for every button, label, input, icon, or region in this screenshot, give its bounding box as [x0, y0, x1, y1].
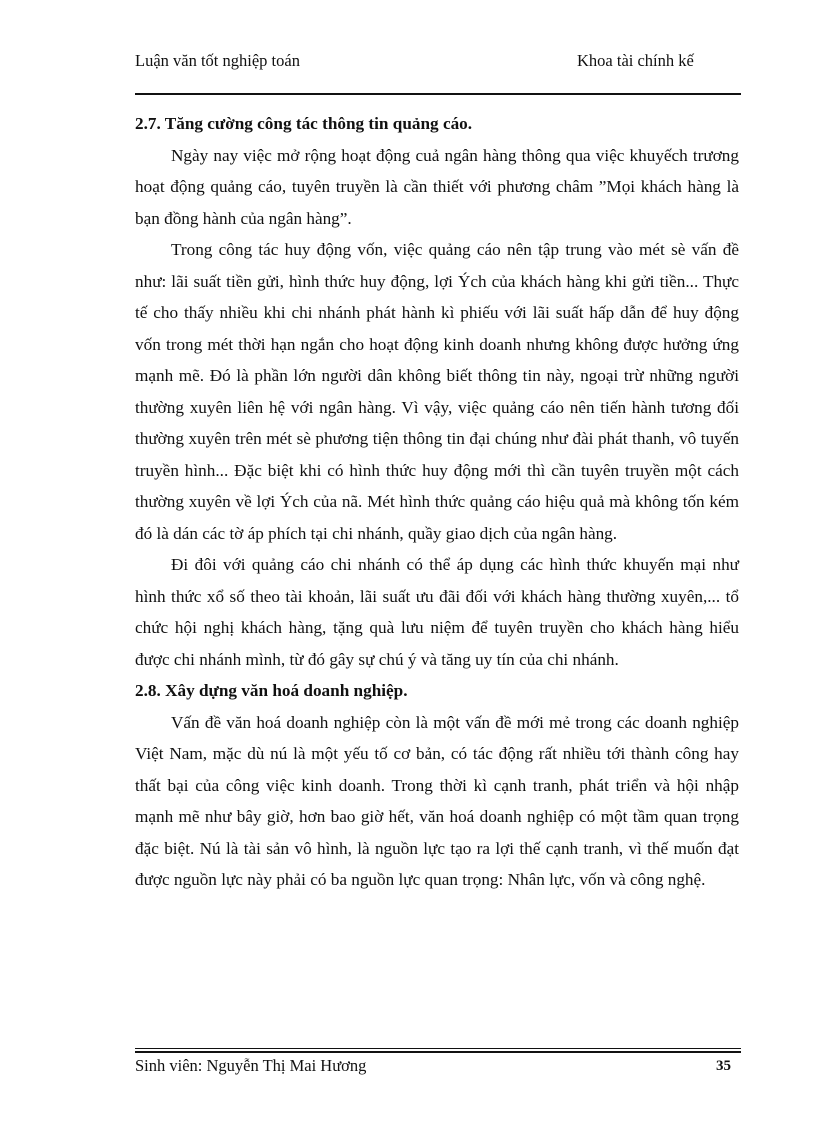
section-heading-2-7: 2.7. Tăng cường công tác thông tin quảng cáo. [135, 114, 473, 133]
paragraph: Đi đôi với quảng cáo chi nhánh có thể áp dụng các hình thức khuyến mại như hình thức xổ số theo tài khoản, lãi suất ưu đãi đối với khách hàng thường xuyên,... tổ chức hội nghị khách hàng, tặng quà lưu niệm để tuyên truyền cho khách hàng hiểu được chi nhánh mình, từ đó gây sự chú ý và tăng uy tín của chi nhánh. [135, 555, 739, 669]
header-faculty: Khoa tài chính kế [577, 51, 694, 70]
document-body [135, 108, 739, 896]
header-thesis-title: Luận văn tốt nghiệp toán [135, 51, 300, 70]
page-header [135, 50, 741, 96]
paragraph: Trong công tác huy động vốn, việc quảng cáo nên tập trung vào mét sè vấn đề như: lãi suất tiền gửi, hình thức huy động, lợi Ých của khách hàng khi gửi tiền... Thực tế cho thấy nhiều khi chi nhánh phát hành kì phiếu với lãi suất hấp dẫn để huy động vốn trong mét thời hạn ngắn cho hoạt động kinh doanh nhưng không được hưởng ứng mạnh mẽ. Đó là phần lớn người dân không biết thông tin này, ngoại trừ những người thường xuyên liên hệ với ngân hàng. Vì vậy, việc quảng cáo nên tiến hành tương đối thường xuyên trên mét sè phương tiện thông tin đại chúng như đài phát thanh, vô tuyến truyền hình... Đặc biệt khi có hình thức huy động mới thì cần tuyên truyền một cách thường xuyên về lợi Ých của nã. Mét hình thức quảng cáo hiệu quả mà không tốn kém đó là dán các tờ áp phích tại chi nhánh, quầy giao dịch của ngân hàng. [135, 240, 739, 543]
page-number: 35 [716, 1058, 731, 1074]
paragraph: Ngày nay việc mở rộng hoạt động cuả ngân hàng thông qua việc khuyếch trương hoạt động quảng cáo, tuyên truyền là cần thiết với phương châm ”Mọi khách hàng là bạn đồng hành của ngân hàng”. [135, 145, 739, 228]
footer-divider-thick [135, 1051, 741, 1053]
section-heading-2-8: 2.8. Xây dựng văn hoá doanh nghiệp. [135, 681, 408, 700]
footer-student-name: Sinh viên: Nguyễn Thị Mai Hương [135, 1056, 367, 1075]
header-divider [135, 93, 741, 95]
paragraph: Vấn đề văn hoá doanh nghiệp còn là một vấn đề mới mẻ trong các doanh nghiệp Việt Nam, mặc dù nú là một yếu tố cơ bản, có tác động rất nhiều tới thành công hay thất bại của công việc kinh doanh. Trong thời kì cạnh tranh, phát triển và hội nhập mạnh mẽ như bây giờ, hơn bao giờ hết, văn hoá doanh nghiệp có một tầm quan trọng đặc biệt. Nú là tài sản vô hình, là nguồn lực tạo ra lợi thế cạnh tranh, vì thế muốn đạt được nguồn lực này phải có ba nguồn lực quan trọng: Nhân lực, vốn và công nghệ. [135, 712, 739, 889]
footer-divider-thin [135, 1048, 741, 1049]
